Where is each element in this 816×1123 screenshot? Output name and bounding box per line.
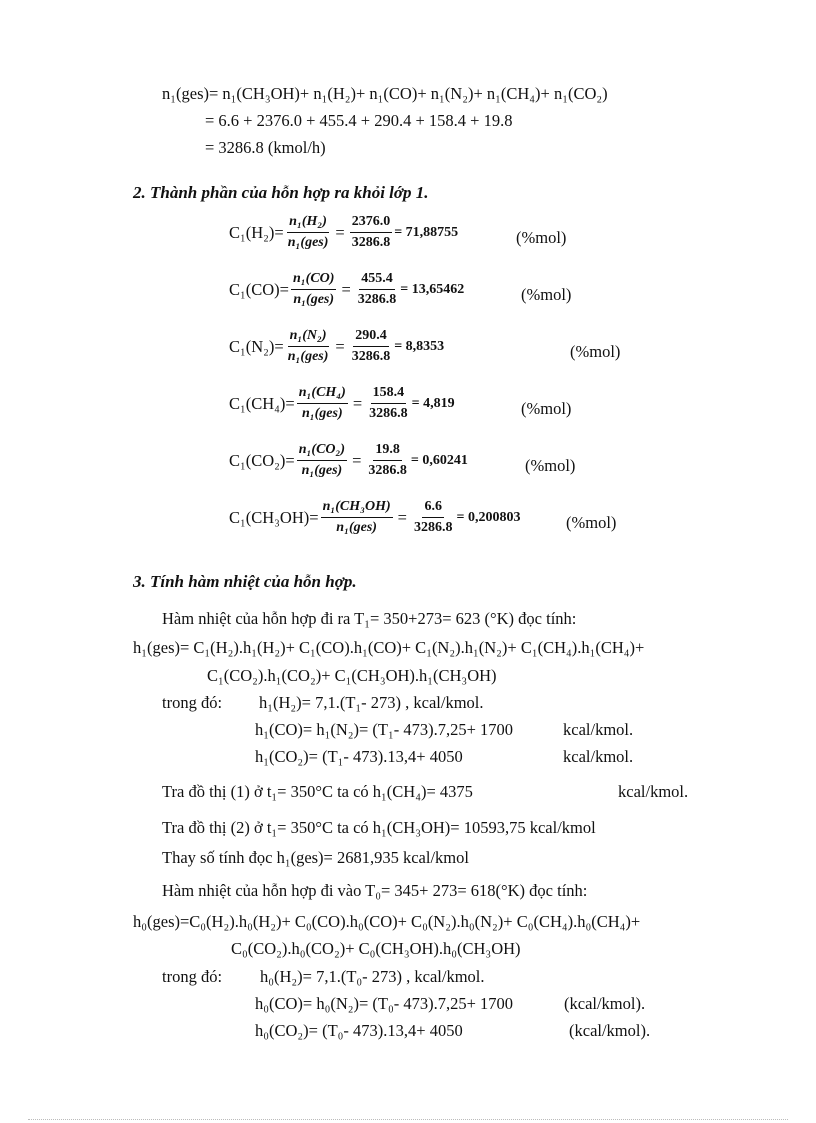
fraction-numerator: n₁(CH₄) — [297, 385, 348, 404]
numeric-fraction — [367, 385, 410, 422]
value-denominator: 3286.8 — [351, 349, 391, 364]
symbolic-fraction — [291, 271, 336, 308]
total-flow-equation: n₁(ges)= n₁(CH₃OH)+ n₁(H₂)+ n₁(CO)+ n₁(N₂)+ n₁(CH₄)+ n₁(CO₂) — [162, 84, 608, 103]
equals-sign: = — [341, 279, 351, 299]
fraction-denominator: n₁(ges) — [301, 463, 343, 478]
composition-label: C₁(CH₃OH)= — [229, 507, 319, 527]
chart2-lookup: Tra đồ thị (2) ở t₁= 350°C ta có h₁(CH₃OH)= 10593,75 kcal/kmol — [162, 818, 596, 837]
composition-row — [229, 385, 455, 422]
h0-ges-equation: h₀(ges)=C₀(H₂).h₀(H₂)+ C₀(CO).h₀(CO)+ C₀(N₂).h₀(N₂)+ C₀(CH₄).h₀(CH₄)+ — [133, 912, 641, 931]
where-label-2: trong đó: — [162, 967, 223, 986]
equals-sign: = — [397, 507, 407, 527]
h1-co2-unit: kcal/kmol. — [563, 747, 634, 766]
equals-sign: = — [335, 336, 345, 356]
fraction-denominator: n₁(ges) — [301, 406, 343, 421]
value-denominator: 3286.8 — [368, 463, 407, 478]
where-label-1: trong đó: — [162, 693, 223, 712]
fraction-denominator: n₁(ges) — [293, 292, 335, 307]
value-denominator: 3286.8 — [369, 406, 408, 421]
composition-unit: (%mol) — [521, 399, 572, 418]
h1-ges-equation: h₁(ges)= C₁(H₂).h₁(H₂)+ C₁(CO).h₁(CO)+ C₁(N₂).h₁(N₂)+ C₁(CH₄).h₁(CH₄)+ — [133, 638, 645, 657]
fraction-numerator: n₁(CO₂) — [297, 442, 347, 461]
fraction-numerator: n₁(CH₃OH) — [321, 499, 393, 518]
fraction-numerator: n₁(H₂) — [287, 214, 329, 233]
numeric-fraction — [412, 499, 455, 536]
fraction-denominator: n₁(ges) — [287, 349, 329, 364]
composition-result: = 71,88755 — [394, 224, 459, 240]
symbolic-fraction — [297, 385, 348, 422]
numeric-fraction — [366, 442, 409, 479]
value-numerator: 290.4 — [353, 328, 389, 347]
h0-co-formula: h₀(CO)= h₀(N₂)= (T₀- 473).7,25+ 1700 — [255, 994, 514, 1013]
equals-sign: = — [335, 222, 345, 242]
composition-row — [229, 214, 458, 251]
numeric-fraction — [350, 328, 393, 365]
value-numerator: 158.4 — [371, 385, 407, 404]
symbolic-fraction — [321, 499, 393, 536]
composition-result: = 0,200803 — [456, 509, 521, 525]
exit-enthalpy-intro: Hàm nhiệt của hỗn hợp đi ra T₁= 350+273= 623 (°K) đọc tính: — [162, 609, 577, 628]
h0-ges-equation-cont: C₀(CO₂).h₀(CO₂)+ C₀(CH₃OH).h₀(CH₃OH) — [231, 939, 521, 958]
value-denominator: 3286.8 — [413, 520, 453, 535]
symbolic-fraction — [297, 442, 347, 479]
composition-label: C₁(H₂)= — [229, 222, 284, 242]
h1-ges-result: Thay số tính đọc h₁(ges)= 2681,935 kcal/kmol — [162, 848, 469, 867]
h1-co2-formula: h₁(CO₂)= (T₁- 473).13,4+ 4050 — [255, 747, 463, 766]
composition-unit: (%mol) — [516, 228, 567, 247]
composition-result: = 13,65462 — [400, 281, 465, 297]
fraction-denominator: n₁(ges) — [287, 235, 329, 250]
symbolic-fraction — [286, 214, 331, 251]
composition-unit: (%mol) — [570, 342, 621, 361]
composition-row — [229, 442, 468, 479]
h0-h2-formula: h₀(H₂)= 7,1.(T₀- 273) , kcal/kmol. — [260, 967, 485, 986]
h1-co-unit: kcal/kmol. — [563, 720, 634, 739]
composition-result: = 8,8353 — [394, 338, 445, 354]
h1-ges-equation-cont: C₁(CO₂).h₁(CO₂)+ C₁(CH₃OH).h₁(CH₃OH) — [207, 666, 497, 685]
h0-co2-unit: (kcal/kmol). — [569, 1021, 651, 1040]
fraction-numerator: n₁(CO) — [291, 271, 336, 290]
value-numerator: 2376.0 — [350, 214, 393, 233]
composition-row — [229, 328, 444, 365]
value-denominator: 3286.8 — [357, 292, 397, 307]
value-denominator: 3286.8 — [351, 235, 391, 250]
composition-label: C₁(CH₄)= — [229, 393, 295, 413]
fraction-numerator: n₁(N₂) — [288, 328, 329, 347]
total-flow-sum: = 6.6 + 2376.0 + 455.4 + 290.4 + 158.4 + 19.8 — [205, 111, 513, 130]
h1-co-formula: h₁(CO)= h₁(N₂)= (T₁- 473).7,25+ 1700 — [255, 720, 514, 739]
composition-label: C₁(CO₂)= — [229, 450, 295, 470]
value-numerator: 19.8 — [373, 442, 402, 461]
section-2-heading: 2. Thành phần của hỗn hợp ra khỏi lớp 1. — [133, 183, 429, 202]
inlet-enthalpy-intro: Hàm nhiệt của hỗn hợp đi vào T₀= 345+ 273= 618(°K) đọc tính: — [162, 881, 588, 900]
value-numerator: 455.4 — [359, 271, 395, 290]
equals-sign: = — [352, 393, 363, 413]
composition-row — [229, 499, 520, 536]
chart1-lookup: Tra đồ thị (1) ở t₁= 350°C ta có h₁(CH₄)= 4375 — [162, 782, 473, 801]
chart1-unit: kcal/kmol. — [618, 782, 689, 801]
page-bottom-rule — [28, 1119, 788, 1120]
section-3-heading: 3. Tính hàm nhiệt của hỗn hợp. — [133, 572, 357, 591]
total-flow-result: = 3286.8 (kmol/h) — [205, 138, 326, 157]
composition-label: C₁(CO)= — [229, 279, 289, 299]
value-numerator: 6.6 — [422, 499, 444, 518]
composition-label: C₁(N₂)= — [229, 336, 284, 356]
fraction-denominator: n₁(ges) — [336, 520, 377, 535]
composition-row — [229, 271, 464, 308]
composition-unit: (%mol) — [521, 285, 572, 304]
composition-unit: (%mol) — [566, 513, 617, 532]
h0-co-unit: (kcal/kmol). — [564, 994, 646, 1013]
equals-sign: = — [352, 450, 362, 470]
composition-unit: (%mol) — [525, 456, 576, 475]
numeric-fraction — [356, 271, 399, 308]
composition-result: = 0,60241 — [410, 452, 468, 468]
symbolic-fraction — [286, 328, 331, 365]
h1-h2-formula: h₁(H₂)= 7,1.(T₁- 273) , kcal/kmol. — [259, 693, 484, 712]
composition-result: = 4,819 — [411, 395, 455, 411]
numeric-fraction — [350, 214, 393, 251]
h0-co2-formula: h₀(CO₂)= (T₀- 473).13,4+ 4050 — [255, 1021, 463, 1040]
